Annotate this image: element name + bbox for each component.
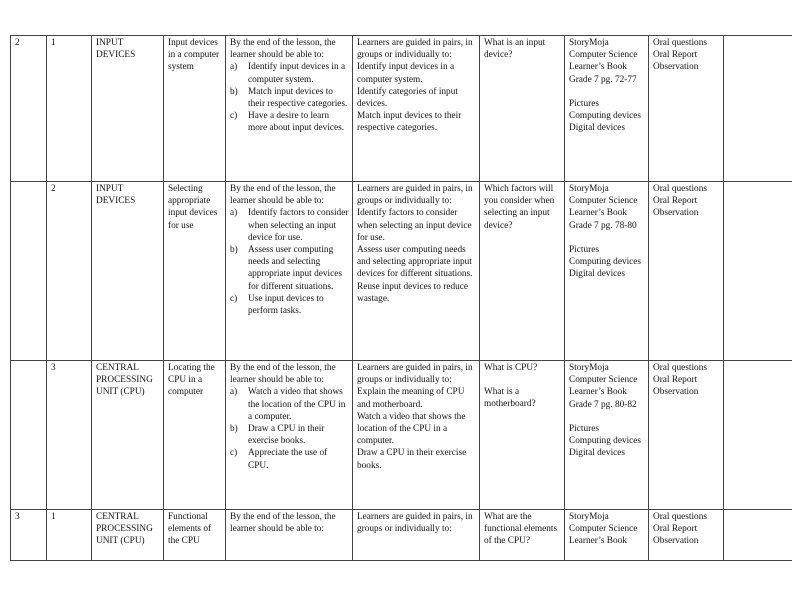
experience-line: Learners are guided in pairs, in groups or individually to:	[357, 38, 473, 61]
table-row	[11, 182, 792, 361]
list-item	[230, 386, 349, 423]
experience-line: Identify factors to consider when selecting an input device for use.	[357, 208, 472, 243]
assessment-line: Observation	[653, 536, 699, 547]
sub-strand-cell: Input devices in a computer system	[164, 36, 226, 182]
learning-outcomes-cell	[226, 36, 353, 182]
week-cell: 2	[11, 36, 47, 182]
remarks-cell	[724, 36, 792, 182]
learning-experiences-cell	[353, 36, 480, 182]
outcome-text: Match input devices to their respective categories.	[248, 86, 348, 110]
remarks-cell	[724, 510, 792, 561]
strand-cell: INPUT DEVICES	[92, 182, 164, 361]
list-marker: a)	[230, 62, 238, 73]
sub-strand-cell: Locating the CPU in a computer	[164, 361, 226, 510]
outcome-text: Use input devices to perform tasks.	[248, 293, 324, 317]
inquiry-question-cell	[480, 182, 565, 361]
assessment-line: Oral questions	[653, 512, 707, 522]
experience-line: Learners are guided in pairs, in groups or individually to:	[357, 184, 473, 207]
table-row	[11, 361, 792, 510]
lesson-cell: 1	[47, 36, 92, 182]
remarks-cell	[724, 182, 792, 361]
inquiry-question: What is an input device?	[484, 38, 546, 61]
resources-cell	[565, 182, 649, 361]
assessment-line: Oral Report	[653, 524, 698, 535]
outcomes-list	[230, 207, 349, 317]
experience-line: Identify input devices in a computer system.	[357, 62, 455, 85]
list-item	[230, 86, 349, 110]
outcomes-intro: By the end of the lesson, the learner should be able to:	[230, 38, 336, 61]
learning-experiences-cell	[353, 510, 480, 561]
outcome-text: Draw a CPU in their exercise books.	[248, 424, 325, 447]
resource-line: StoryMoja Computer Science Learner’s Book Grade 7 pg. 80-82	[569, 363, 638, 410]
inquiry-question: What is a motherboard?	[484, 387, 536, 410]
assessment-line: Oral Report	[653, 50, 698, 61]
learning-outcomes-cell	[226, 361, 353, 510]
experience-line: Learners are guided in pairs, in groups or individually to:	[357, 512, 473, 535]
resource-line: StoryMoja Computer Science Learner’s Book Grade 7 pg. 78-80	[569, 184, 638, 231]
resource-line: StoryMoja Computer Science Learner’s Book Grade 7 pg. 72-77	[569, 38, 638, 85]
list-marker: c)	[230, 293, 238, 304]
remarks-cell	[724, 361, 792, 510]
list-item	[230, 244, 349, 293]
list-item	[230, 61, 349, 85]
lesson-cell: 1	[47, 510, 92, 561]
list-item	[230, 207, 349, 244]
inquiry-question-cell	[480, 510, 565, 561]
lesson-cell: 2	[47, 182, 92, 361]
outcome-text: Identify input devices in a computer system.	[248, 62, 346, 85]
resources-cell	[565, 510, 649, 561]
strand-cell: CENTRAL PROCESSING UNIT (CPU)	[92, 361, 164, 510]
assessment-cell	[649, 510, 724, 561]
list-marker: b)	[230, 86, 238, 97]
sub-strand-cell: Functional elements of the CPU	[164, 510, 226, 561]
assessment-line: Oral questions	[653, 363, 707, 373]
experience-line: Explain the meaning of CPU and motherboard.	[357, 387, 465, 410]
sub-strand-cell: Selecting appropriate input devices for use	[164, 182, 226, 361]
week-cell: 3	[11, 510, 47, 561]
assessment-cell	[649, 361, 724, 510]
week-cell	[11, 361, 47, 510]
assessment-line: Observation	[653, 387, 699, 398]
learning-outcomes-cell	[226, 510, 353, 561]
list-item	[230, 293, 349, 317]
learning-experiences-cell	[353, 182, 480, 361]
list-marker: c)	[230, 448, 238, 459]
resource-line: Digital devices	[569, 123, 626, 134]
resource-line: Computing devices	[569, 436, 642, 447]
resource-line: Digital devices	[569, 448, 626, 459]
experience-line: Draw a CPU in their exercise books.	[357, 448, 467, 471]
resource-line: Computing devices	[569, 257, 642, 268]
outcome-text: Have a desire to learn more about input devices.	[248, 111, 345, 134]
assessment-line: Observation	[653, 208, 699, 219]
resource-line: Computing devices	[569, 111, 642, 122]
outcome-text: Identify factors to consider when selecting an input device for use.	[248, 208, 349, 243]
inquiry-question-cell	[480, 361, 565, 510]
resource-line: StoryMoja Computer Science Learner’s Book	[569, 512, 638, 547]
assessment-line: Oral questions	[653, 38, 707, 48]
experience-line: Learners are guided in pairs, in groups or individually to:	[357, 363, 473, 386]
table-row	[11, 36, 792, 182]
list-marker: c)	[230, 111, 238, 122]
experience-line: Watch a video that shows the location of the CPU in a computer.	[357, 411, 466, 447]
strand-cell: CENTRAL PROCESSING UNIT (CPU)	[92, 510, 164, 561]
outcomes-intro: By the end of the lesson, the learner should be able to:	[230, 363, 336, 386]
experience-line: Assess user computing needs and selecting appropriate input devices for different situations.	[357, 245, 473, 280]
list-marker: a)	[230, 208, 238, 219]
assessment-line: Oral Report	[653, 375, 698, 386]
inquiry-question-cell	[480, 36, 565, 182]
experience-line: Identify categories of input devices.	[357, 86, 458, 110]
assessment-line: Observation	[653, 62, 699, 73]
list-marker: b)	[230, 245, 238, 256]
lesson-cell: 3	[47, 361, 92, 510]
resource-line: Pictures	[569, 244, 599, 255]
inquiry-question: What are the functional elements of the CPU?	[484, 512, 558, 547]
learning-experiences-cell	[353, 361, 480, 510]
list-item	[230, 423, 349, 447]
list-item	[230, 110, 349, 134]
list-item	[230, 447, 349, 471]
outcome-text: Watch a video that shows the location of the CPU in a computer.	[248, 387, 346, 422]
inquiry-question: Which factors will you consider when selecting an input device?	[484, 184, 555, 231]
assessment-line: Oral questions	[653, 184, 707, 194]
resource-line: Pictures	[569, 423, 599, 434]
resource-line: Pictures	[569, 98, 599, 109]
scheme-of-work-table	[10, 35, 792, 561]
learning-outcomes-cell	[226, 182, 353, 361]
inquiry-question: What is CPU?	[484, 363, 538, 373]
list-marker: a)	[230, 387, 238, 398]
outcomes-list	[230, 61, 349, 134]
assessment-line: Oral Report	[653, 196, 698, 207]
week-cell	[11, 182, 47, 361]
assessment-cell	[649, 36, 724, 182]
outcomes-list	[230, 386, 349, 471]
resource-line: Digital devices	[569, 269, 626, 280]
list-marker: b)	[230, 424, 238, 435]
resources-cell	[565, 361, 649, 510]
experience-line: Reuse input devices to reduce wastage.	[357, 281, 469, 304]
resources-cell	[565, 36, 649, 182]
experience-line: Match input devices to their respective categories.	[357, 111, 462, 134]
table-row	[11, 510, 792, 561]
outcomes-intro: By the end of the lesson, the learner should be able to:	[230, 512, 336, 535]
outcomes-intro: By the end of the lesson, the learner should be able to:	[230, 184, 336, 207]
outcome-text: Assess user computing needs and selecting appropriate input devices for different situations.	[248, 245, 342, 292]
outcome-text: Appreciate the use of CPU.	[248, 448, 328, 471]
assessment-cell	[649, 182, 724, 361]
strand-cell: INPUT DEVICES	[92, 36, 164, 182]
